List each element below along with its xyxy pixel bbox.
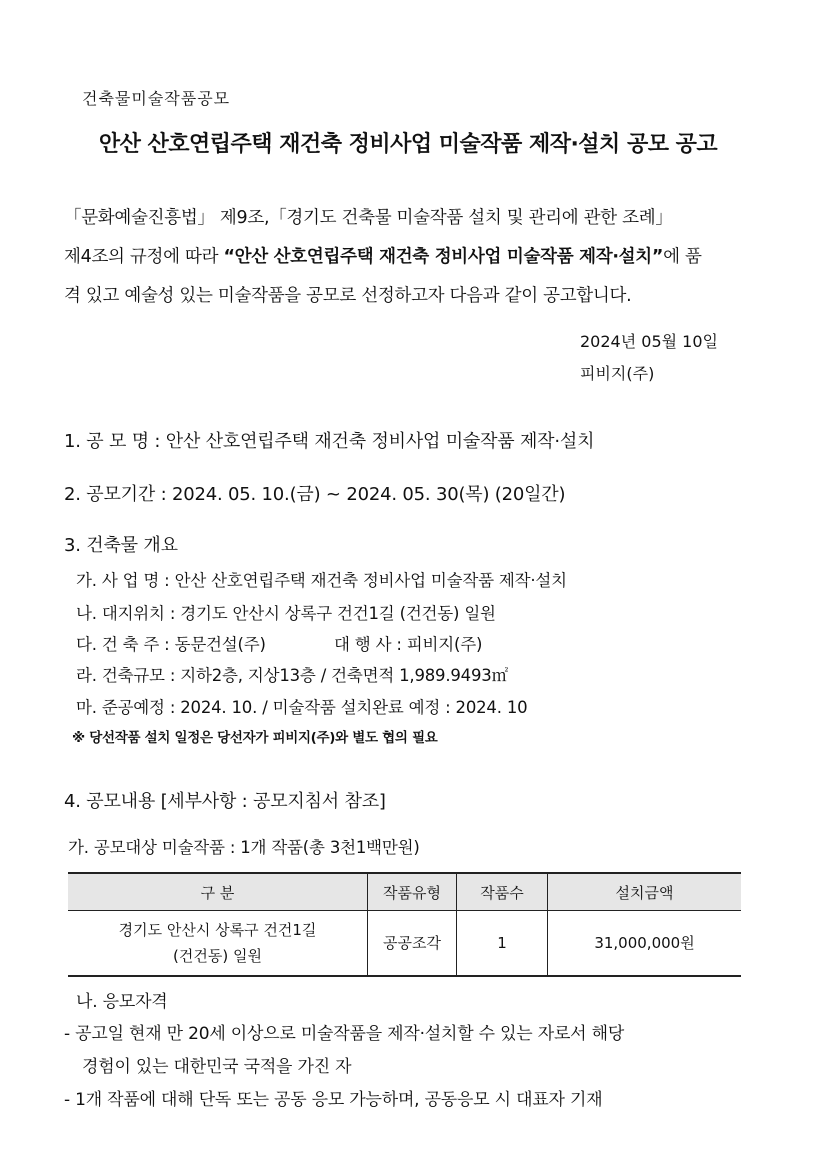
overview-builder: 다. 건 축 주 : 동문건설(주): [76, 635, 266, 654]
section-1-contest-name: 1. 공 모 명 : 안산 산호연립주택 재건축 정비사업 미술작품 제작·설치: [64, 431, 595, 452]
overview-completion-schedule: 마. 준공예정 : 2024. 10. / 미술작품 설치완료 예정 : 2024. 10: [76, 698, 528, 717]
eligibility-item-1-line-1: - 공고일 현재 만 20세 이상으로 미술작품을 제작·설치할 수 있는 자로서 해당: [64, 1024, 625, 1044]
header-installation-amount: 설치금액: [548, 873, 742, 911]
intro-line-2: [64, 243, 702, 268]
overview-building-scale: 라. 건축규모 : 지하2층, 지상13층 / 건축면적 1,989.9493㎡: [76, 666, 508, 685]
document-title: 안산 산호연립주택 재건축 정비사업 미술작품 제작·설치 공모 공고: [98, 132, 718, 157]
content-eligibility-heading: 나. 응모자격: [76, 992, 168, 1012]
project-name-highlight: “안산 산호연립주택 재건축 정비사업 미술작품 제작·설치”: [223, 247, 664, 267]
cell-artwork-type: 공공조각: [368, 911, 457, 977]
document-category: 건축물미술작품공모: [82, 89, 231, 108]
cell-location-line-1: 경기도 안산시 상록구 건건1길: [118, 921, 317, 939]
eligibility-item-1-line-2: 경험이 있는 대한민국 국적을 가진 자: [82, 1057, 352, 1077]
overview-site-location: 나. 대지위치 : 경기도 안산시 상록구 건건1길 (건건동) 일원: [76, 604, 496, 623]
installation-schedule-note: ※ 당선작품 설치 일정은 당선자가 피비지(주)와 별도 협의 필요: [72, 730, 438, 746]
intro-line-2-post: 에 품: [663, 247, 702, 267]
header-category: 구 분: [68, 873, 368, 911]
overview-agency: 대 행 사 : 피비지(주): [334, 635, 483, 654]
section-2-contest-period: 2. 공모기간 : 2024. 05. 10.(금) ~ 2024. 05. 30(목) (20일간): [64, 484, 566, 505]
section-4-contest-content: 4. 공모내용 [세부사항 : 공모지침서 참조]: [64, 791, 386, 812]
eligibility-item-2: - 1개 작품에 대해 단독 또는 공동 응모 가능하며, 공동응모 시 대표자 기재: [64, 1090, 603, 1110]
cell-location: [68, 911, 368, 977]
intro-line-1: 「문화예술진흥법」 제9조,「경기도 건축물 미술작품 설치 및 관리에 관한 조례」: [64, 208, 673, 228]
intro-line-3: 격 있고 예술성 있는 미술작품을 공모로 선정하고자 다음과 같이 공고합니다.: [64, 286, 632, 306]
announcement-date: 2024년 05월 10일: [580, 332, 718, 351]
announcing-organization: 피비지(주): [580, 364, 655, 383]
section-3-building-overview: 3. 건축물 개요: [64, 535, 178, 556]
overview-project-name: 가. 사 업 명 : 안산 산호연립주택 재건축 정비사업 미술작품 제작·설치: [76, 571, 567, 590]
intro-line-2-pre: 제4조의 규정에 따라: [64, 247, 224, 267]
table-header-row: [68, 873, 741, 911]
table-row: [68, 911, 741, 977]
content-target-artwork: 가. 공모대상 미술작품 : 1개 작품(총 3천1백만원): [68, 838, 420, 857]
header-artwork-count: 작품수: [457, 873, 548, 911]
cell-location-line-2: (건건동) 일원: [173, 947, 262, 965]
cell-artwork-count: 1: [457, 911, 548, 977]
cell-installation-amount: 31,000,000원: [548, 911, 742, 977]
header-artwork-type: 작품유형: [368, 873, 457, 911]
artwork-table: [68, 872, 741, 977]
